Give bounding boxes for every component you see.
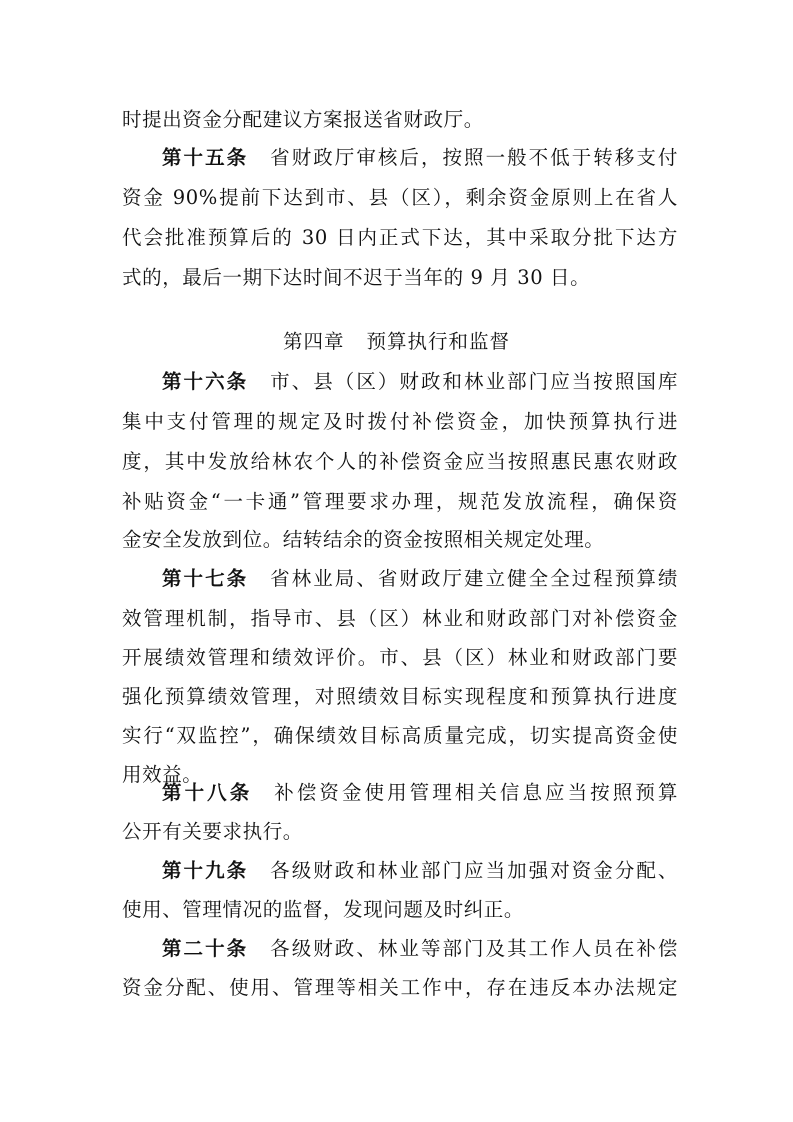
text-line: 资金 90%提前下达到市、县（区），剩余资金原则上在省人 [122, 186, 678, 209]
text-line: 公开有关要求执行。 [122, 820, 303, 843]
text-line: 补贴资金“一卡通”管理要求办理，规范发放流程，确保资 [122, 490, 678, 513]
text-line: 用效益。 [122, 763, 203, 786]
article-label: 第十五条 [162, 146, 249, 169]
chapter-title: 预算执行和监督 [366, 330, 511, 353]
text-line: 度，其中发放给林农个人的补偿资金应当按照惠民惠农财政 [122, 450, 678, 473]
article-17-first-line: 第十七条 省林业局、省财政厅建立健全全过程预算绩 [162, 567, 678, 590]
chapter-number: 第四章 [282, 330, 345, 353]
article-label: 第十九条 [162, 859, 249, 882]
article-16-first-line: 第十六条 市、县（区）财政和林业部门应当按照国库 [162, 370, 678, 393]
article-label: 第十八条 [162, 781, 253, 804]
article-15-first-line: 第十五条 省财政厅审核后，按照一般不低于转移支付 [162, 146, 678, 169]
chapter-heading [0, 322, 793, 362]
text-line: 开展绩效管理和绩效评价。市、县（区）林业和财政部门要 [122, 646, 678, 669]
text-line: 代会批准预算后的 30 日内正式下达，其中采取分批下达方 [122, 226, 678, 249]
article-19-first-line: 第十九条 各级财政和林业部门应当加强对资金分配、 [162, 859, 678, 882]
text-line: 强化预算绩效管理，对照绩效目标实现程度和预算执行进度 [122, 685, 678, 708]
article-18-first-line [162, 771, 678, 811]
article-label: 第十六条 [162, 370, 249, 393]
text-line: 时提出资金分配建议方案报送省财政厅。 [122, 108, 484, 131]
text-line: 资金分配、使用、管理等相关工作中，存在违反本办法规定 [122, 976, 678, 999]
article-20-first-line: 第二十条 各级财政、林业等部门及其工作人员在补偿 [162, 937, 678, 960]
article-label: 第二十条 [162, 937, 249, 960]
article-label: 第十七条 [162, 567, 249, 590]
text-line: 实行“双监控”，确保绩效目标高质量完成，切实提高资金使 [122, 724, 678, 747]
text-line: 使用、管理情况的监督，发现问题及时纠正。 [122, 898, 525, 921]
text-line: 金安全发放到位。结转结余的资金按照相关规定处理。 [122, 528, 605, 551]
article-18-first-line: 第十八条 补偿资金使用管理相关信息应当按照预算 [162, 781, 678, 804]
text-line: 效管理机制，指导市、县（区）林业和财政部门对补偿资金 [122, 607, 678, 630]
text-line: 集中支付管理的规定及时拨付补偿资金，加快预算执行进 [122, 410, 678, 433]
text-line: 式的，最后一期下达时间不迟于当年的 9 月 30 日。 [122, 266, 591, 289]
